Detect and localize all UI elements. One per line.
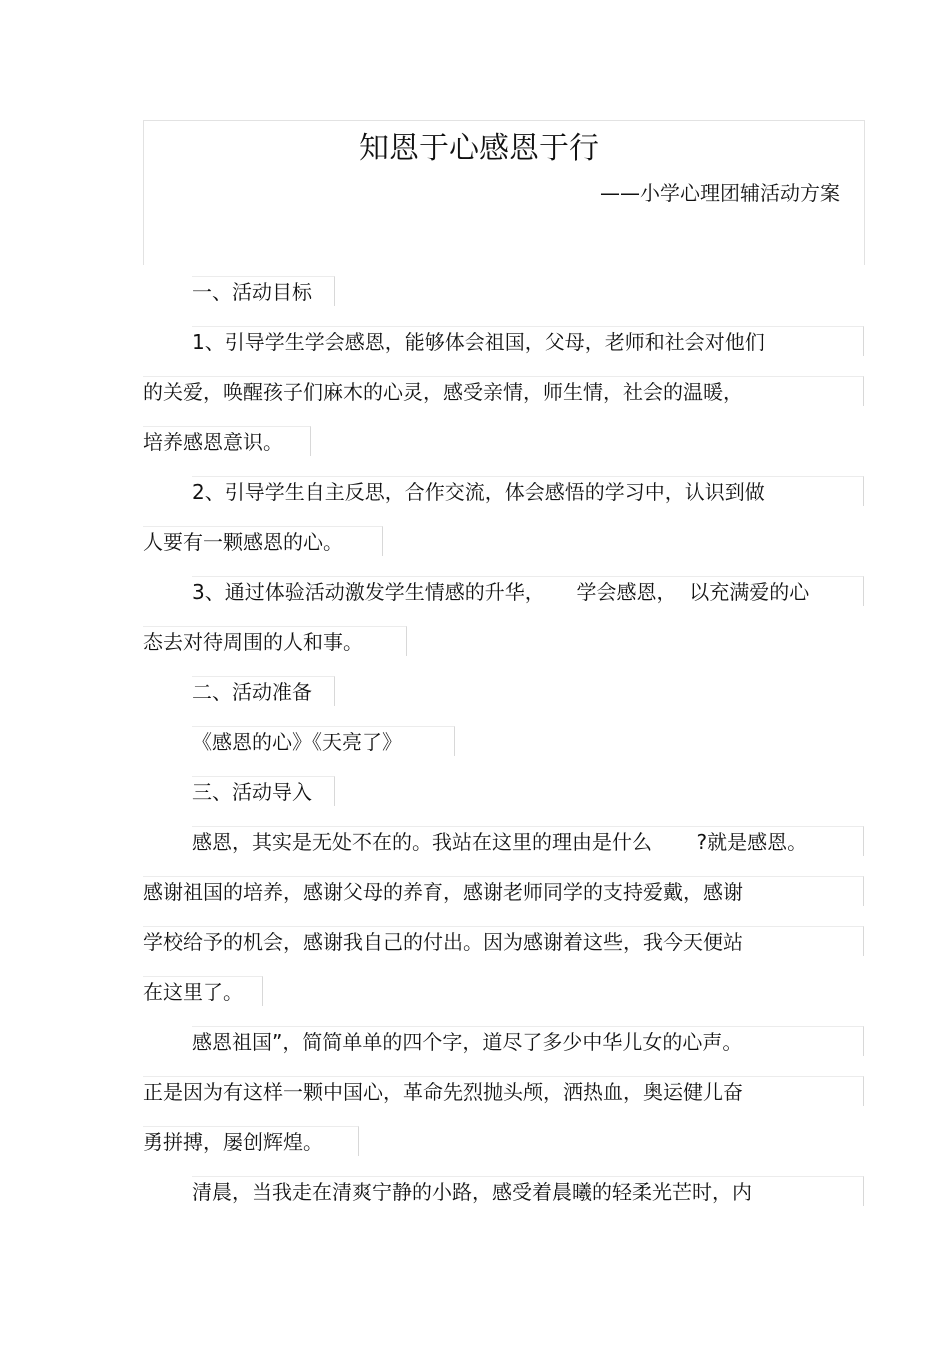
section-heading-goals: 一、活动目标 bbox=[192, 276, 335, 306]
paragraph-line: 2、引导学生自主反思，合作交流，体会感悟的学习中，认识到做 bbox=[192, 476, 864, 506]
paragraph-line: 1、引导学生学会感恩，能够体会祖国，父母，老师和社会对他们 bbox=[192, 326, 864, 356]
paragraph-line: 感谢祖国的培养，感谢父母的养育，感谢老师同学的支持爱戴，感谢 bbox=[143, 876, 864, 906]
paragraph-line: 态去对待周围的人和事。 bbox=[143, 626, 407, 656]
paragraph-line: 勇拼搏，屡创辉煌。 bbox=[143, 1126, 359, 1156]
song-list: 《感恩的心》《天亮了》 bbox=[192, 726, 455, 756]
paragraph-line: 感恩祖国”，简简单单的四个字，道尽了多少中华儿女的心声。 bbox=[192, 1026, 864, 1056]
document-subtitle: ——小学心理团辅活动方案 bbox=[600, 181, 840, 205]
section-heading-introduction: 三、活动导入 bbox=[192, 776, 335, 806]
paragraph-line: 正是因为有这样一颗中国心，革命先烈抛头颅，洒热血，奥运健儿奋 bbox=[143, 1076, 864, 1106]
document-title: 知恩于心感恩于行 bbox=[359, 131, 599, 166]
paragraph-line: 培养感恩意识。 bbox=[143, 426, 311, 456]
paragraph-line: 3、通过体验活动激发学生情感的升华， 学会感恩， 以充满爱的心 bbox=[192, 576, 864, 606]
title-box bbox=[143, 120, 865, 265]
paragraph-line: 学校给予的机会，感谢我自己的付出。因为感谢着这些，我今天便站 bbox=[143, 926, 864, 956]
paragraph-line: 清晨，当我走在清爽宁静的小路，感受着晨曦的轻柔光芒时，内 bbox=[192, 1176, 864, 1206]
section-heading-preparation: 二、活动准备 bbox=[192, 676, 335, 706]
paragraph-line: 的关爱，唤醒孩子们麻木的心灵，感受亲情，师生情，社会的温暖， bbox=[143, 376, 864, 406]
paragraph-line: 在这里了。 bbox=[143, 976, 263, 1006]
paragraph-line: 感恩，其实是无处不在的。我站在这里的理由是什么 ?就是感恩。 bbox=[192, 826, 864, 856]
paragraph-line: 人要有一颗感恩的心。 bbox=[143, 526, 383, 556]
